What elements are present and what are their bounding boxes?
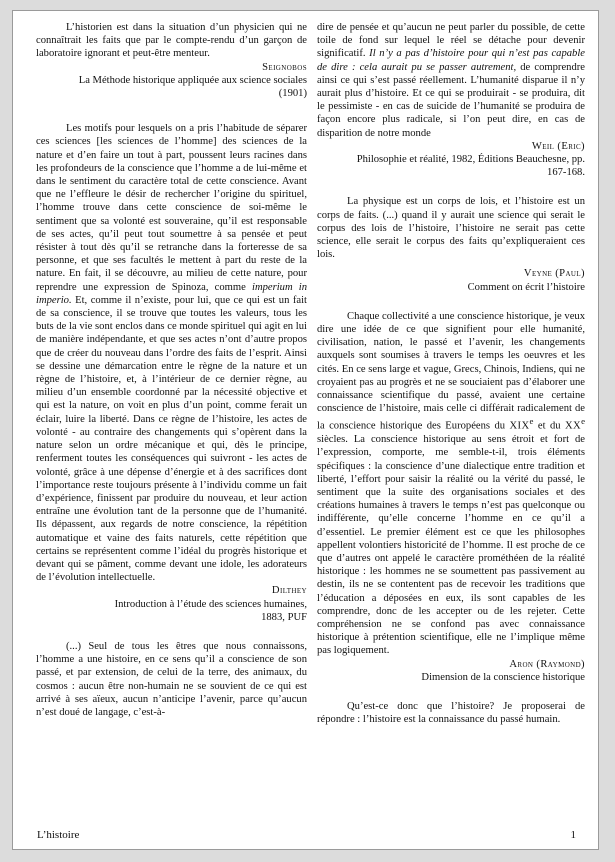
aron-source: Dimension de la conscience historique: [421, 671, 585, 683]
dilthey-source: Introduction à l’étude des sciences humaines, 1883, PUF: [114, 598, 307, 623]
weil-source: Philosophie et réalité, 1982, Éditions Beauchesne, pp. 167-168.: [356, 154, 585, 179]
aron-text-b: siècles. La conscience historique au sens étroit et fort de l’expression, comporte, me semble-t-il, trois éléments spécifiques : la conscience d’une dialectique entre tradition et liberté, l’effort pour saisir la réalité ou la vérité du passé, le sentiment que la suite des organisations sociales et des créations humaines à travers le temps n’est pas quelconque ou indifférente, qu’elle concerne l’homme en ce qu’il a d’essentiel. Le premier élément est ce que les philosophes appellent volontiers historicité de l’homme. Il est proche de ce que d’autres ont appelé le caractère prométhéen de la réalité historique : les hommes ne se soumettent pas passivement au destin, ils ne se contentent pas de recevoir les traditions que l’éducation a déposées en eux, ils sont capables de les comprendre, donc de les accepter ou de les rejeter. Cette compréhension ne se confond pas avec connaissance historique à prétention scientifique, elle ne l’implique même pas logiquement.: [317, 434, 585, 657]
weil-quote-start: (...) Seul de tous les êtres que nous connaissons, l’homme a une histoire, en ce sens qu’il a conscience de son passé, et par extension, de celui de la terre, des animaux, du cosmos : aucun être non-humain ne se souvient de ce qui est arrivé à ses aïeux, aucun n’anticipe l’avenir, parce qu’aucun n’est doué de langage, c’est-à-: [36, 640, 307, 718]
weil-italic: Il n’y a pas d’histoire pour qui n’est pas capable de dire : cela aurait pu se passer autrement,: [317, 48, 585, 73]
aron-quote: [317, 310, 585, 658]
veyne-source: Comment on écrit l’histoire: [467, 281, 585, 293]
aron-century-19: XIX: [509, 421, 530, 433]
weil-quote-cont: [317, 21, 585, 140]
footer-title: L’histoire: [37, 829, 80, 841]
seignobos-author: Seignobos: [262, 61, 307, 73]
closing-paragraph: Qu’est-ce donc que l’histoire? Je proposerai de répondre : l’histoire est la connaissance du passé humain.: [317, 701, 585, 726]
weil-text-1: dire de pensée et qu’aucun ne peut parler du possible, de cette toile de fond sur lequel le réel se détache pour devenir significatif.: [317, 22, 585, 60]
veyne-author: Veyne (Paul): [523, 268, 585, 280]
dilthey-author: Dilthey: [271, 585, 307, 597]
veyne-quote: La physique est un corps de lois, et l’histoire est un corps de faits. (...) quand il y aurait une science qui serait le corpus des lois de l’histoire, l’histoire ne serait pas cette science, elle serait le corpus des faits qu’expliqueraient ces lois.: [317, 196, 585, 261]
aron-sup-19: e: [529, 416, 534, 427]
weil-text-2: de comprendre ainsi ce qui s’est passé réellement. L’humanité disparue il n’y aurait plus d’histoire. Et ce qui se produirait - se produira, dit le pessimiste - en cas de suicide de l’humanité se produira de façon encore plus radicale, si l’on peut dire, en cas de disparition de notre monde: [317, 61, 585, 139]
page-number: 1: [570, 829, 576, 841]
dilthey-text-2: Et, comme il n’existe, pour lui, que ce qui est un fait de sa conscience, il se trouve que toutes les valeurs, tous les buts de la vie sont enclos dans ce monde spirituel qui agit en lui de manière indépendante, et que ses actes n’ont d’autre propos que de créer du nouveau dans l’ordre des faits de l’esprit. Ainsi se dessine une démarcation entre le règne de la nature et un règne de l’histoire, et, à l’intérieur de ce dernier règne, au milieu d’un ensemble coordonné par la nécessité objective et qui est la nature, on voit en plus d’un point, comme ferait un éclair, luire la liberté. Dans ce règne de l’histoire, les actes de volonté - au contraire des changements qui s’opèrent dans la nature selon un ordre mécanique et qui, dès le principe, renferment toutes les conséquences qui suivront - les actes de volonté, grâce à une dépense d’énergie et à des sacrifices dont l’importance reste toujours présente à l’individu comme un fait d’expérience, finissent par produire du nouveau, et leur action entraîne une évolution tant de la personne que de l’humanité. Ils dépassent, aux regards de notre conscience, la répétition automatique et vaine des faits naturels, cette répétition que certains se représentent comme l’idéal du progrès historique et devant qui se pâment, comme devant une idole, les adorateurs de l’évolution intellectuelle.: [36, 294, 307, 584]
dilthey-text-1: Les motifs pour lesquels on a pris l’habitude de séparer ces sciences [les sciences de l’homme] des sciences de la nature et d’en faire un tout à part, poussent leurs racines dans les profondeurs de la conscience que l’homme a de lui-même et dans le sentiment du caractère total de cette conscience. Avant que ne l’effleure le désir de rechercher l’origine du spirituel, l’homme trouve dans cette conscience de soi-même le sentiment que sa volonté est souveraine, qu’il est responsable de ses actes, qu’il peut tout soumettre à sa pensée et peut résister à tout dès qu’il se retranche dans la forteresse de sa personne, et que ses facultés le mettent à part du reste de la nature. En fait, il se découvre, au milieu de cette nature, pour reprendre une expression de Spinoza, comme: [36, 123, 307, 293]
aron-and: et du: [537, 421, 561, 433]
left-column: [36, 21, 307, 719]
seignobos-epigraph: L’historien est dans la situation d’un physicien qui ne connaîtrait les faits que par le compte-rendu d’un garçon de laboratoire ignorant et peut-être menteur.: [36, 22, 307, 60]
dilthey-quote: [36, 122, 307, 584]
right-column: [317, 21, 585, 726]
aron-century-20: XX: [564, 421, 582, 433]
seignobos-source: La Méthode historique appliquée aux science sociales (1901): [78, 74, 307, 100]
aron-sup-20: e: [581, 416, 586, 427]
aron-author: Aron (Raymond): [509, 658, 585, 670]
document-page: [12, 10, 599, 850]
aron-text-a: Chaque collectivité a une conscience historique, je veux dire une idée de ce que signifient pour elle humanité, civilisation, nation, le passé et l’avenir, les changements auxquels sont soumises à travers le temps les oeuvres et les cités. En ce sens large et vague, Grecs, Chinois, Indiens, qui ne croyaient pas au progrès et ne se souciaient pas d’élaborer une connaissance scientifique du passé, avaient une certaine conscience de l’histoire, mais celle ci différait radicalement de la conscience historique des Européens du: [317, 310, 585, 433]
dilthey-italic: imperium in imperio.: [36, 281, 308, 306]
weil-author: Weil (Eric): [531, 140, 585, 152]
